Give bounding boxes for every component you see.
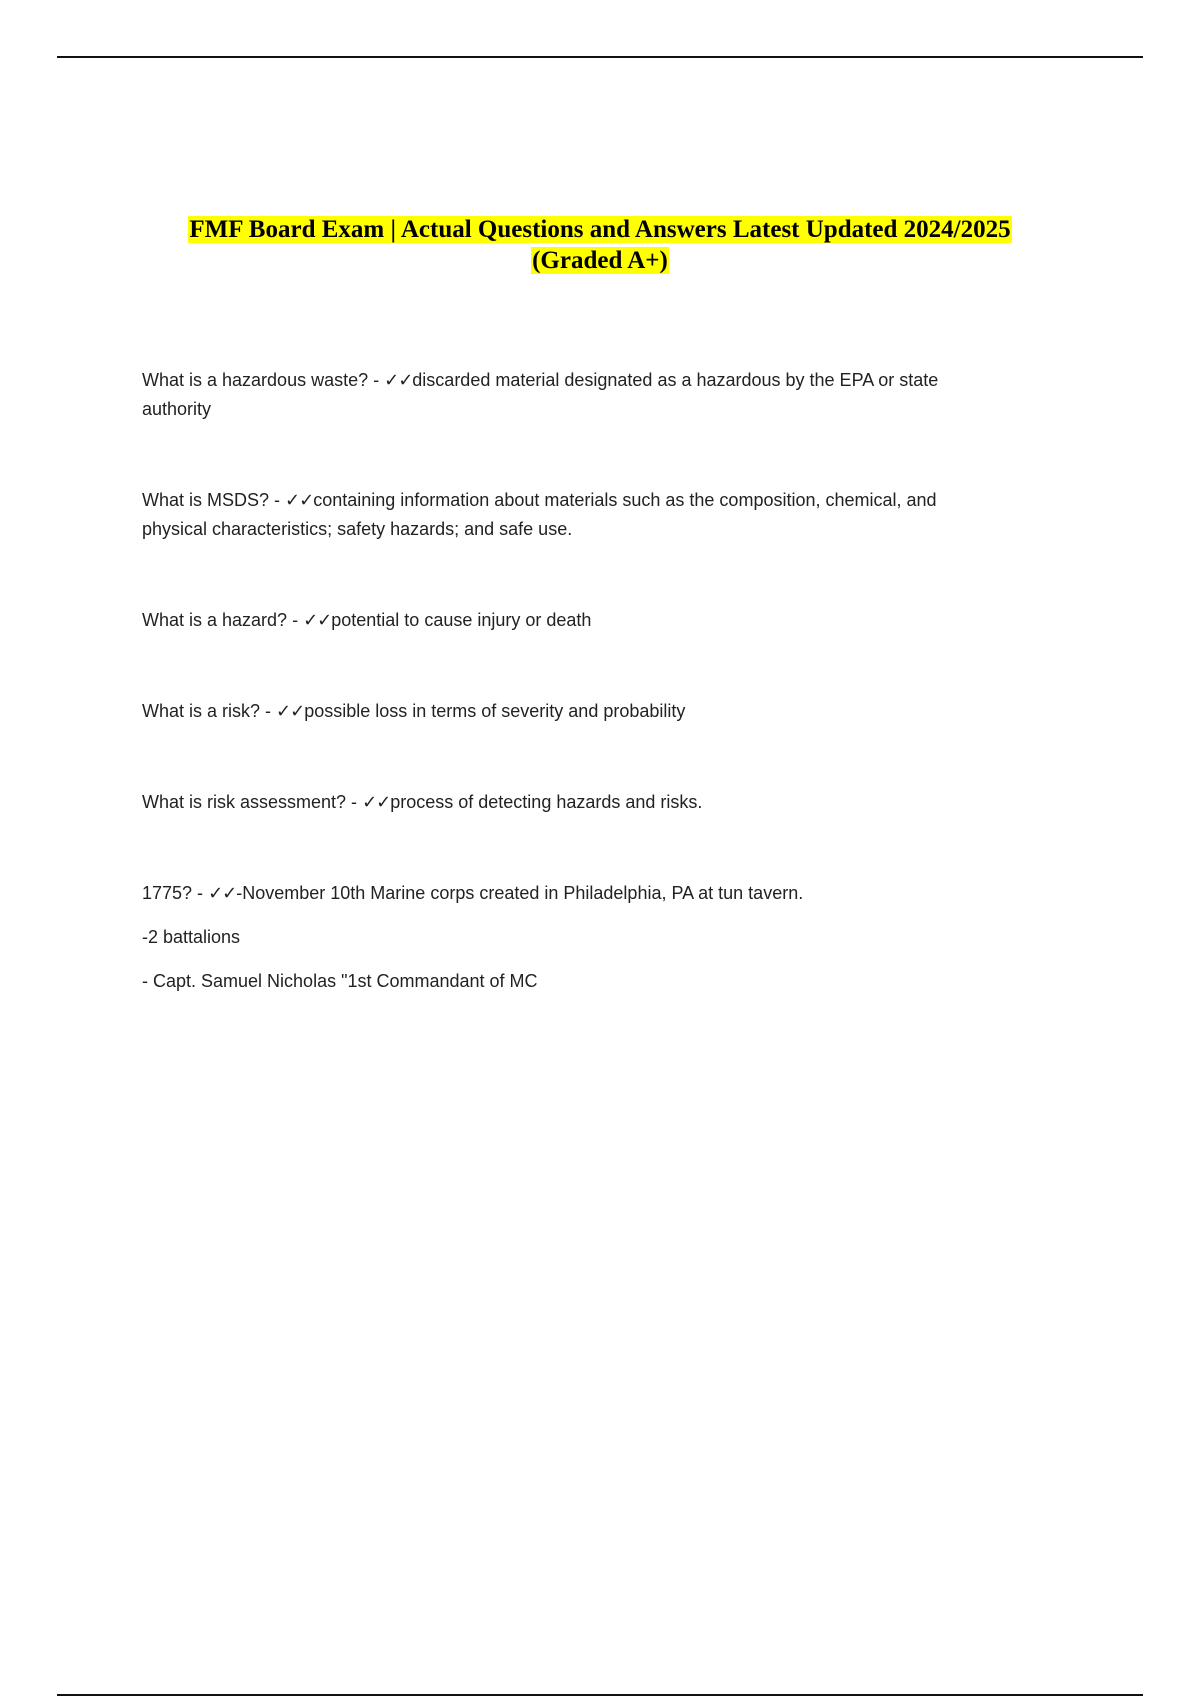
check-marks-icon: ✓✓ [362,792,391,813]
answer-extra-line: -2 battalions [142,927,241,947]
check-marks-icon: ✓✓ [285,490,314,511]
question-text: What is a hazardous waste? - [142,370,385,390]
check-marks-icon: ✓✓ [276,701,305,722]
answer-text: possible loss in terms of severity and probability [304,701,686,721]
answer-text: containing information about materials such as the composition, chemical, and physical characteristics; safety hazards; and safe use. [142,490,937,539]
answer-text: potential to cause injury or death [331,610,592,630]
qa-item [142,606,1022,635]
question-text: 1775? - [142,883,209,903]
question-text: What is a hazard? - [142,610,304,630]
footer-rule [57,1694,1143,1696]
check-marks-icon: ✓✓ [303,610,332,631]
question-text: What is MSDS? - [142,490,286,510]
question-text: What is risk assessment? - [142,792,363,812]
qa-item [142,366,972,424]
answer-text: process of detecting hazards and risks. [390,792,703,812]
qa-item [142,788,1022,817]
answer-text: discarded material designated as a hazardous by the EPA or state authority [142,370,939,419]
qa-item [142,879,1022,996]
title-line-2: (Graded A+) [532,247,668,274]
qa-item [142,486,992,544]
header-rule [57,56,1143,58]
answer-extra-line: - Capt. Samuel Nicholas "1st Commandant of MC [142,971,538,991]
qa-list [142,366,1022,996]
title-line-1: FMF Board Exam | Actual Questions and Answers Latest Updated 2024/2025 [189,216,1011,243]
check-marks-icon: ✓✓ [208,883,237,904]
document-title [0,214,1200,276]
qa-item [142,697,1022,726]
answer-text: -November 10th Marine corps created in Philadelphia, PA at tun tavern. [236,883,804,903]
check-marks-icon: ✓✓ [384,370,413,391]
question-text: What is a risk? - [142,701,277,721]
